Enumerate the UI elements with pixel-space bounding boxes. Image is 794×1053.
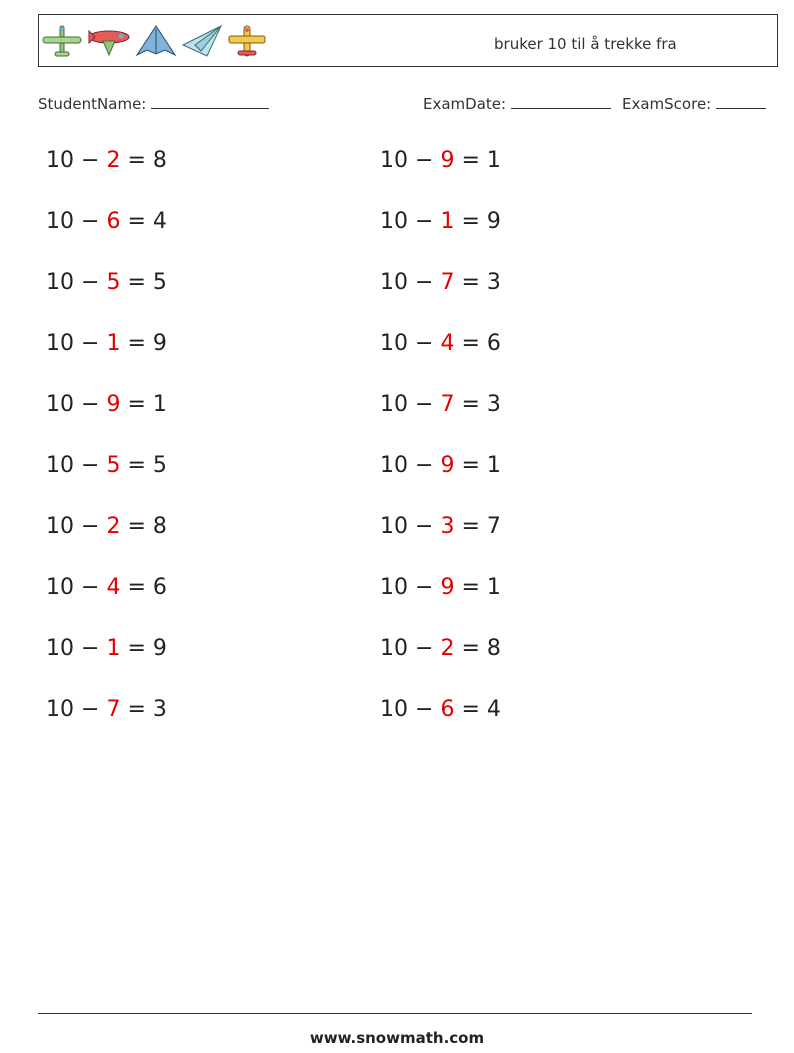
problem-minuend: 10 xyxy=(380,209,408,234)
problem-subtrahend: 2 xyxy=(106,148,121,173)
worksheet-title: bruker 10 til å trekke fra xyxy=(494,35,677,53)
problem-result: 4 xyxy=(486,697,501,722)
problem-minuend: 10 xyxy=(46,148,74,173)
equals-sign: = xyxy=(127,209,146,234)
problem-result: 9 xyxy=(152,331,167,356)
equals-sign: = xyxy=(461,270,480,295)
equals-sign: = xyxy=(461,514,480,539)
problem-minuend: 10 xyxy=(46,209,74,234)
problem-result: 3 xyxy=(152,697,167,722)
minus-sign: − xyxy=(415,392,434,417)
problem-minuend: 10 xyxy=(380,270,408,295)
problem-subtrahend: 9 xyxy=(440,148,455,173)
equals-sign: = xyxy=(127,392,146,417)
problem-result: 3 xyxy=(486,270,501,295)
equals-sign: = xyxy=(461,331,480,356)
problem-minuend: 10 xyxy=(46,453,74,478)
minus-sign: − xyxy=(415,209,434,234)
problem-subtrahend: 7 xyxy=(106,697,121,722)
problem-result: 6 xyxy=(152,575,167,600)
exam-date-field xyxy=(423,94,611,113)
problem-subtrahend: 2 xyxy=(106,514,121,539)
equals-sign: = xyxy=(461,575,480,600)
problem-item xyxy=(380,270,501,295)
problem-item xyxy=(46,453,167,478)
problem-item xyxy=(46,148,167,173)
problem-subtrahend: 4 xyxy=(440,331,455,356)
worksheet-header xyxy=(38,14,778,67)
footer-website: www.snowmath.com xyxy=(309,1029,485,1047)
minus-sign: − xyxy=(415,331,434,356)
problem-subtrahend: 9 xyxy=(440,575,455,600)
problem-subtrahend: 1 xyxy=(440,209,455,234)
student-name-blank[interactable] xyxy=(151,94,269,109)
minus-sign: − xyxy=(415,575,434,600)
problem-minuend: 10 xyxy=(46,697,74,722)
equals-sign: = xyxy=(461,453,480,478)
problem-minuend: 10 xyxy=(380,392,408,417)
problem-result: 7 xyxy=(486,514,501,539)
equals-sign: = xyxy=(461,636,480,661)
problem-minuend: 10 xyxy=(380,636,408,661)
problem-item xyxy=(380,392,501,417)
problem-minuend: 10 xyxy=(380,148,408,173)
equals-sign: = xyxy=(127,148,146,173)
problem-result: 5 xyxy=(152,453,167,478)
problem-result: 3 xyxy=(486,392,501,417)
equals-sign: = xyxy=(127,331,146,356)
problem-minuend: 10 xyxy=(46,636,74,661)
minus-sign: − xyxy=(81,209,100,234)
minus-sign: − xyxy=(81,514,100,539)
minus-sign: − xyxy=(81,270,100,295)
problem-result: 8 xyxy=(486,636,501,661)
problem-minuend: 10 xyxy=(380,453,408,478)
problem-minuend: 10 xyxy=(46,270,74,295)
exam-score-label: ExamScore: xyxy=(622,95,712,113)
equals-sign: = xyxy=(127,453,146,478)
problem-item xyxy=(46,575,167,600)
problem-minuend: 10 xyxy=(46,575,74,600)
student-name-field xyxy=(38,94,269,113)
problem-minuend: 10 xyxy=(380,697,408,722)
minus-sign: − xyxy=(415,148,434,173)
problem-item xyxy=(46,331,167,356)
minus-sign: − xyxy=(81,697,100,722)
minus-sign: − xyxy=(81,392,100,417)
minus-sign: − xyxy=(81,575,100,600)
problem-item xyxy=(380,636,501,661)
airplane-icon xyxy=(227,23,267,59)
airplane-icon xyxy=(87,23,131,59)
equals-sign: = xyxy=(461,148,480,173)
problem-item xyxy=(380,514,501,539)
problem-item xyxy=(380,453,501,478)
problem-result: 8 xyxy=(152,148,167,173)
problem-subtrahend: 9 xyxy=(106,392,121,417)
equals-sign: = xyxy=(461,392,480,417)
exam-date-blank[interactable] xyxy=(511,94,611,109)
problem-subtrahend: 5 xyxy=(106,270,121,295)
problem-subtrahend: 1 xyxy=(106,331,121,356)
minus-sign: − xyxy=(81,453,100,478)
problem-subtrahend: 7 xyxy=(440,392,455,417)
problem-result: 9 xyxy=(152,636,167,661)
header-icons xyxy=(41,21,267,61)
problem-result: 1 xyxy=(152,392,167,417)
problem-item xyxy=(46,697,167,722)
airplane-icon xyxy=(41,23,83,59)
equals-sign: = xyxy=(127,697,146,722)
stealth-jet-icon xyxy=(135,23,177,59)
exam-score-blank[interactable] xyxy=(716,94,766,109)
equals-sign: = xyxy=(127,636,146,661)
minus-sign: − xyxy=(415,270,434,295)
problem-subtrahend: 1 xyxy=(106,636,121,661)
equals-sign: = xyxy=(461,697,480,722)
problem-item xyxy=(46,636,167,661)
student-name-label: StudentName: xyxy=(38,95,147,113)
footer-divider xyxy=(38,1013,752,1014)
equals-sign: = xyxy=(127,270,146,295)
problem-subtrahend: 6 xyxy=(440,697,455,722)
paper-plane-icon xyxy=(181,23,223,59)
equals-sign: = xyxy=(127,514,146,539)
problem-item xyxy=(46,392,167,417)
problem-subtrahend: 7 xyxy=(440,270,455,295)
problem-result: 8 xyxy=(152,514,167,539)
problem-subtrahend: 3 xyxy=(440,514,455,539)
exam-score-field xyxy=(622,94,766,113)
problem-result: 1 xyxy=(486,148,501,173)
minus-sign: − xyxy=(81,331,100,356)
exam-date-label: ExamDate: xyxy=(423,95,507,113)
problem-item xyxy=(380,575,501,600)
problem-item xyxy=(380,209,501,234)
problem-item xyxy=(380,148,501,173)
problem-minuend: 10 xyxy=(46,514,74,539)
equals-sign: = xyxy=(127,575,146,600)
problem-subtrahend: 5 xyxy=(106,453,121,478)
minus-sign: − xyxy=(81,636,100,661)
problem-result: 1 xyxy=(486,453,501,478)
problem-item xyxy=(380,697,501,722)
minus-sign: − xyxy=(415,514,434,539)
problem-item xyxy=(46,270,167,295)
problem-item xyxy=(380,331,501,356)
minus-sign: − xyxy=(415,453,434,478)
problem-item xyxy=(46,514,167,539)
problem-result: 1 xyxy=(486,575,501,600)
problem-result: 4 xyxy=(152,209,167,234)
problem-minuend: 10 xyxy=(46,392,74,417)
problem-subtrahend: 4 xyxy=(106,575,121,600)
problem-minuend: 10 xyxy=(380,331,408,356)
problem-minuend: 10 xyxy=(380,514,408,539)
problem-item xyxy=(46,209,167,234)
equals-sign: = xyxy=(461,209,480,234)
problem-result: 5 xyxy=(152,270,167,295)
problem-subtrahend: 2 xyxy=(440,636,455,661)
problem-result: 6 xyxy=(486,331,501,356)
minus-sign: − xyxy=(415,697,434,722)
problem-subtrahend: 6 xyxy=(106,209,121,234)
problem-minuend: 10 xyxy=(380,575,408,600)
problem-minuend: 10 xyxy=(46,331,74,356)
problem-result: 9 xyxy=(486,209,501,234)
minus-sign: − xyxy=(415,636,434,661)
problem-subtrahend: 9 xyxy=(440,453,455,478)
minus-sign: − xyxy=(81,148,100,173)
